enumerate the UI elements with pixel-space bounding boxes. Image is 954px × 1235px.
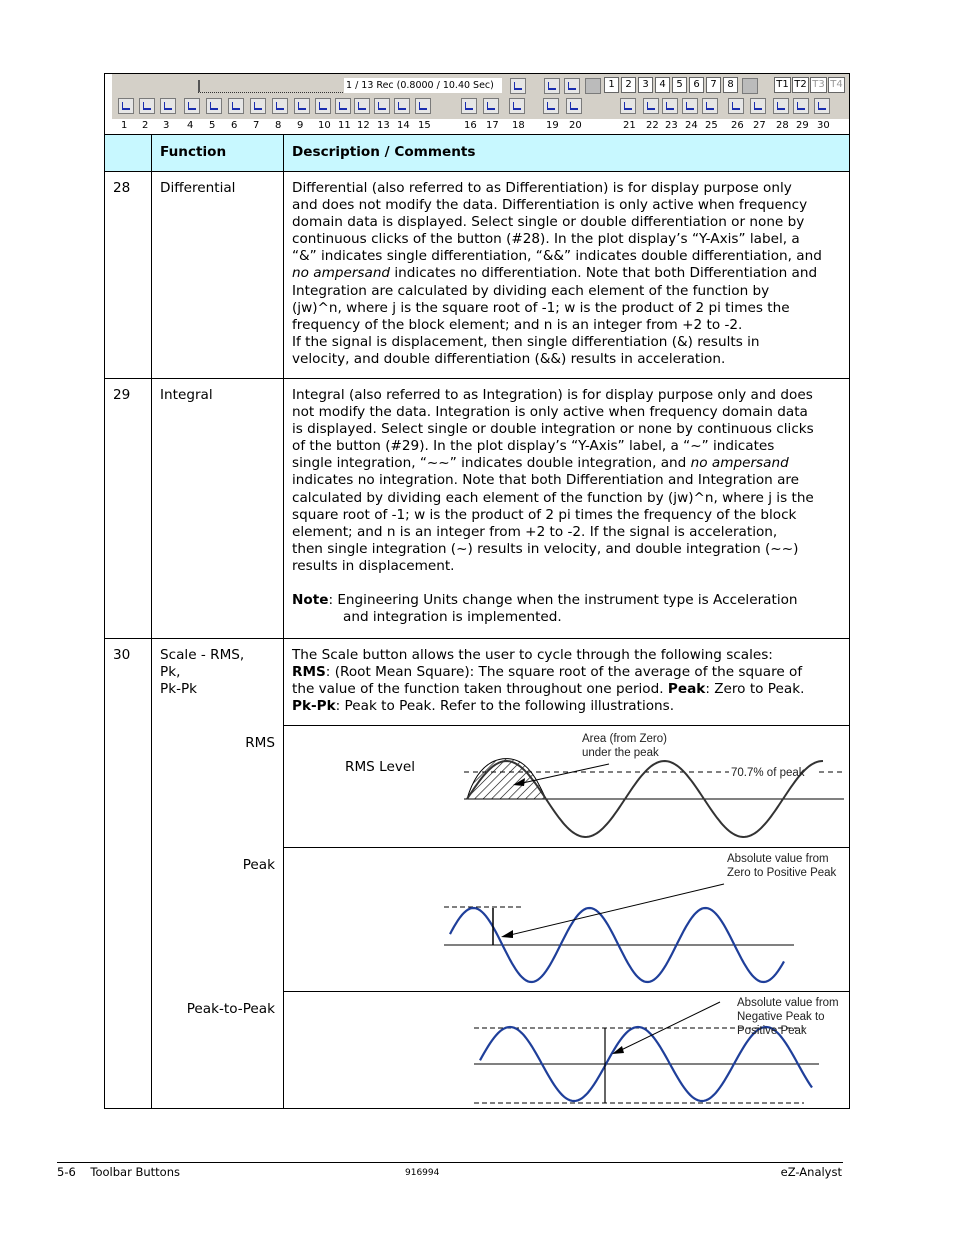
text-line: domain data is displayed. Select single or double differentiation or none by [292,214,805,231]
text-line: calculated by dividing each element of the function by (jw)^n, where j is the [292,489,814,506]
toolbar-number-label: 28 [776,120,789,131]
note-label: Note [292,592,329,609]
description-differential [292,180,847,368]
note-line-2: and integration is implemented. [343,609,562,626]
toolbar-number-label: 22 [646,120,659,131]
text-line: Integration are calculated by dividing each element of the function by [292,282,770,299]
label-peak: Peak [242,857,275,873]
peak-to-peak-illustration [284,992,850,1109]
text-fragment: single integration, “~~” indicates double integration, and [292,455,691,472]
text-line [292,265,847,282]
text-line: continuous clicks of the button (#28). In the plot display’s “Y-Axis” label, a [292,231,800,248]
toolbar-number-label: 20 [569,120,582,131]
hatched-area [467,759,546,799]
text-line: Integral (also referred to as Integration) is for display purpose only and does [292,387,813,403]
text-line: frequency of the block element; and n is an integer from +2 to -2. [292,316,743,333]
text-fragment: : Zero to Peak. [705,681,805,698]
function-differential: Differential [160,180,236,196]
peak-caption-line2: Zero to Positive Peak [727,867,837,879]
text-line: If the signal is displacement, then single differentiation (&) results in [292,333,760,350]
toolbar-number-label: 3 [163,120,170,131]
page-button-4[interactable]: 4 [655,77,670,93]
text-fragment: : Peak to Peak. Refer to the following illustrations. [335,698,675,715]
text-line [292,681,847,698]
rms-illustration [284,726,850,847]
text-line: square root of -1; w is the product of 2 pi times the frequency of the block [292,506,797,523]
text-line: Pk, [160,664,181,681]
peak-pointer-arrow [506,884,724,936]
text-line [292,455,847,472]
text-fragment: : Engineering Units change when the instrument type is Acceleration [328,592,798,609]
page-button-2[interactable]: 2 [621,77,636,93]
toolbar-number-label: 4 [187,120,194,131]
bold-term: Pk-Pk [292,698,336,715]
row-divider [105,638,849,639]
text-line: Differential (also referred to as Differentiation) is for display purpose only [292,180,792,196]
toolbar-number-label: 21 [623,120,636,131]
text-fragment: the value of the function taken throughout one period. [292,681,668,698]
text-line: and does not modify the data. Differentiation is only active when frequency [292,197,808,214]
peak-caption-line1: Absolute value from [727,853,829,865]
toolbar-number-label: 5 [209,120,216,131]
text-line: then single integration (~) results in velocity, and double integration (~~) [292,540,799,557]
footer-right: eZ-Analyst [780,1165,842,1179]
toolbar-number-label: 11 [338,120,351,131]
text-line: is displayed. Select single or double integration or none by continuous clicks [292,421,814,438]
record-readout: 1 / 13 Rec (0.8000 / 10.40 Sec) [344,78,502,93]
text-line: velocity, and double differentiation (&&) results in acceleration. [292,350,726,367]
trace-button-t2[interactable]: T2 [792,77,809,93]
italic-phrase: no ampersand [292,265,391,282]
page-button-1[interactable]: 1 [604,77,619,93]
text-line: not modify the data. Integration is only active when frequency domain data [292,404,808,421]
italic-phrase: no ampersand [690,455,789,472]
trace-button-t4[interactable]: T4 [828,77,845,93]
area-caption-line2: under the peak [582,747,659,759]
label-rms: RMS [245,735,275,751]
peak-illustration [284,848,850,991]
toolbar-number-label: 24 [685,120,698,131]
toolbar-number-label: 14 [397,120,410,131]
column-divider [151,134,152,1108]
description-integral [292,387,847,626]
text-fragment: indicates no differentiation. Note that both Differentiation and [390,265,818,282]
toolbar-number-label: 9 [297,120,304,131]
percent-label: 70.7% of peak [731,767,805,779]
toolbar-number-label: 25 [705,120,718,131]
arrow-head [501,930,513,938]
text-line: of the button (#29). In the plot display’s “Y-Axis” label, a “~” indicates [292,438,775,455]
toolbar-number-label: 27 [753,120,766,131]
text-line: results in displacement. [292,557,455,574]
footer-rule [57,1162,843,1163]
toolbar-number-label: 23 [665,120,678,131]
trace-button-t3[interactable]: T3 [810,77,827,93]
row-number-29: 29 [113,387,131,403]
label-peak-to-peak: Peak-to-Peak [186,1001,275,1017]
function-integral: Integral [160,387,213,403]
row-number-30: 30 [113,647,131,663]
page-button-3[interactable]: 3 [638,77,653,93]
text-line: Pk-Pk [160,681,198,698]
pkpk-pointer-arrow [617,1002,720,1052]
text-line: Scale - RMS, [160,647,245,663]
footer-left: 5-6 Toolbar Buttons [57,1165,180,1179]
toolbar-number-label: 15 [418,120,431,131]
bold-term: RMS [292,664,326,681]
text-line: The Scale button allows the user to cycle through the following scales: [292,647,773,663]
trace-button-t1[interactable]: T1 [774,77,791,93]
toolbar-number-label: 13 [377,120,390,131]
row-number-28: 28 [113,180,131,196]
function-table [104,73,850,1109]
toolbar-number-label: 6 [231,120,238,131]
pkpk-caption-line2: Negative Peak to [737,1011,825,1023]
toolbar-number-label: 12 [357,120,370,131]
toolbar-number-label: 30 [817,120,830,131]
page-button-7[interactable]: 7 [706,77,721,93]
page-button-8[interactable]: 8 [723,77,738,93]
note-line [292,592,847,609]
row-divider [105,134,849,135]
area-caption-line1: Area (from Zero) [582,733,667,745]
page-button-6[interactable]: 6 [689,77,704,93]
toolbar-number-label: 7 [253,120,260,131]
text-line: (jw)^n, where j is the square root of -1; w is the product of 2 pi times the [292,299,790,316]
page-button-5[interactable]: 5 [672,77,687,93]
toolbar-number-label: 19 [546,120,559,131]
toolbar-number-label: 1 [121,120,128,131]
toolbar-number-label: 10 [318,120,331,131]
text-line: indicates no integration. Note that both Differentiation and Integration are [292,472,800,489]
toolbar-number-label: 26 [731,120,744,131]
function-scale [160,647,244,698]
toolbar-number-label: 18 [512,120,525,131]
toolbar-number-label: 17 [486,120,499,131]
text-line: “&” indicates single differentiation, “&&” indicates double differentiation, and [292,248,822,265]
header-description: Description / Comments [292,144,476,160]
rms-level-label: RMS Level [345,759,416,775]
text-line [292,698,847,715]
row-divider [105,171,849,172]
bold-term: Peak [667,681,706,698]
row-divider [105,378,849,379]
text-fragment: : (Root Mean Square): The square root of the average of the square of [325,664,803,681]
description-scale [292,647,847,715]
header-function: Function [160,144,227,160]
toolbar-number-label: 2 [142,120,149,131]
toolbar-number-label: 16 [464,120,477,131]
blank-line [292,575,847,592]
toolbar-number-label: 29 [796,120,809,131]
pkpk-caption-line1: Absolute value from [737,997,839,1009]
text-line: element; and n is an integer from +2 to -2. If the signal is acceleration, [292,523,778,540]
pkpk-caption-line3: Positive Peak [737,1025,807,1037]
toolbar-number-label: 8 [275,120,282,131]
footer-center: 916994 [405,1168,440,1178]
text-line [292,664,847,681]
